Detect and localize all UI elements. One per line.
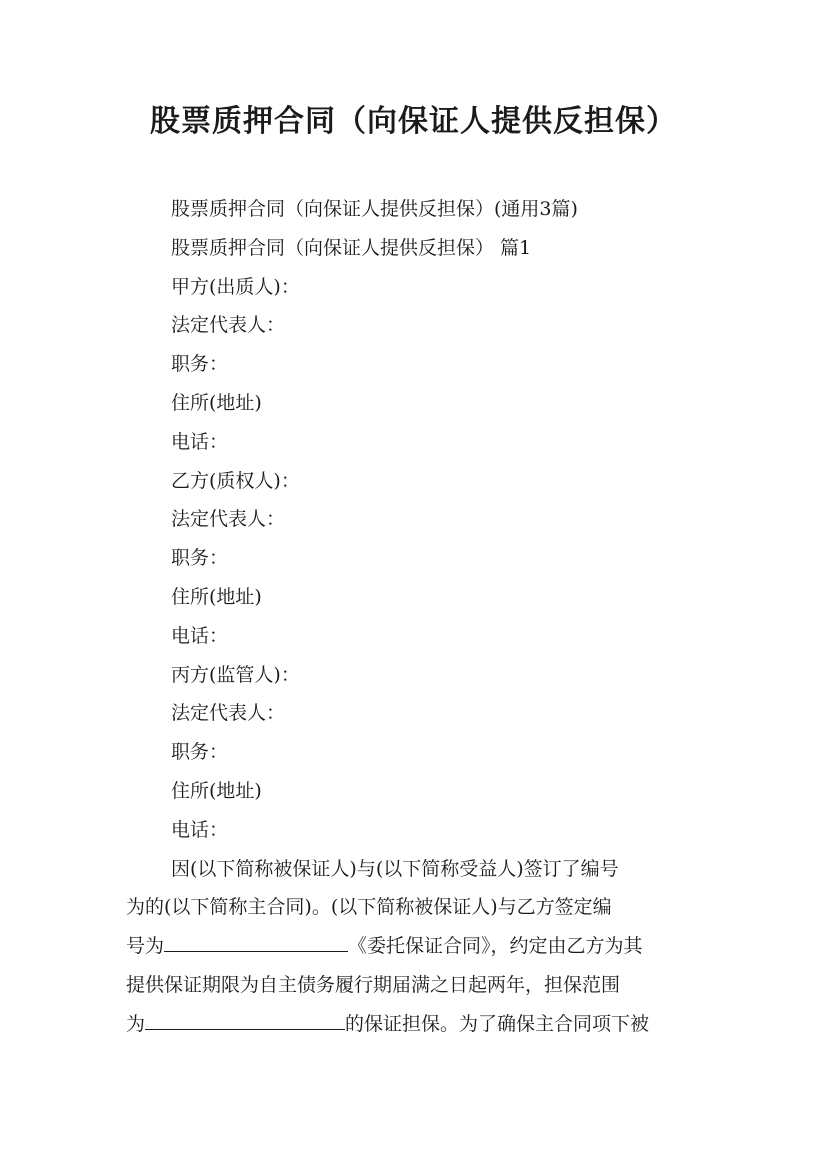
- party-b-phone: 电话：: [171, 624, 229, 647]
- party-c-label: 丙方(监管人)：: [171, 663, 300, 686]
- body-paragraph: [126, 850, 702, 1044]
- party-b-position: 职务：: [171, 547, 229, 570]
- party-a-phone: 电话：: [171, 430, 229, 453]
- party-a-rep: 法定代表人：: [171, 314, 286, 337]
- contract-number-blank: [164, 931, 348, 952]
- paragraph-line-5: [126, 1005, 702, 1044]
- document-body: [126, 190, 702, 1044]
- party-a-label: 甲方(出质人)：: [171, 275, 300, 298]
- document-title: 股票质押合同（向保证人提供反担保）: [150, 104, 677, 139]
- party-b-address: 住所(地址): [171, 585, 262, 608]
- party-c-position: 职务：: [171, 741, 229, 764]
- party-b-label: 乙方(质权人)：: [171, 469, 300, 492]
- party-c-address: 住所(地址): [171, 779, 262, 802]
- paragraph-line-5-prefix: 为: [126, 1012, 146, 1035]
- party-b-rep: 法定代表人：: [171, 508, 286, 531]
- party-a-position: 职务：: [171, 353, 229, 376]
- document-subtitle: 股票质押合同（向保证人提供反担保）(通用3篇): [171, 198, 578, 220]
- part-heading: 股票质押合同（向保证人提供反担保） 篇1: [171, 236, 532, 259]
- paragraph-line-4: 提供保证期限为自主债务履行期届满之日起两年，担保范围: [126, 973, 621, 996]
- party-c-phone: 电话：: [171, 818, 229, 841]
- paragraph-line-2: 为的(以下简称主合同)。(以下简称被保证人)与乙方签定编: [126, 896, 612, 919]
- paragraph-line-3-suffix: 《委托保证合同》，约定由乙方为其: [348, 935, 643, 958]
- paragraph-line-3-prefix: 号为: [126, 935, 165, 958]
- paragraph-line-3: [126, 927, 702, 966]
- paragraph-line-1: 因(以下简称被保证人)与(以下简称受益人)签订了编号: [171, 857, 619, 880]
- party-c-rep: 法定代表人：: [171, 702, 286, 725]
- party-a-address: 住所(地址): [171, 391, 262, 414]
- guarantee-scope-blank: [145, 1009, 345, 1030]
- paragraph-line-5-suffix: 的保证担保。为了确保主合同项下被: [345, 1012, 650, 1035]
